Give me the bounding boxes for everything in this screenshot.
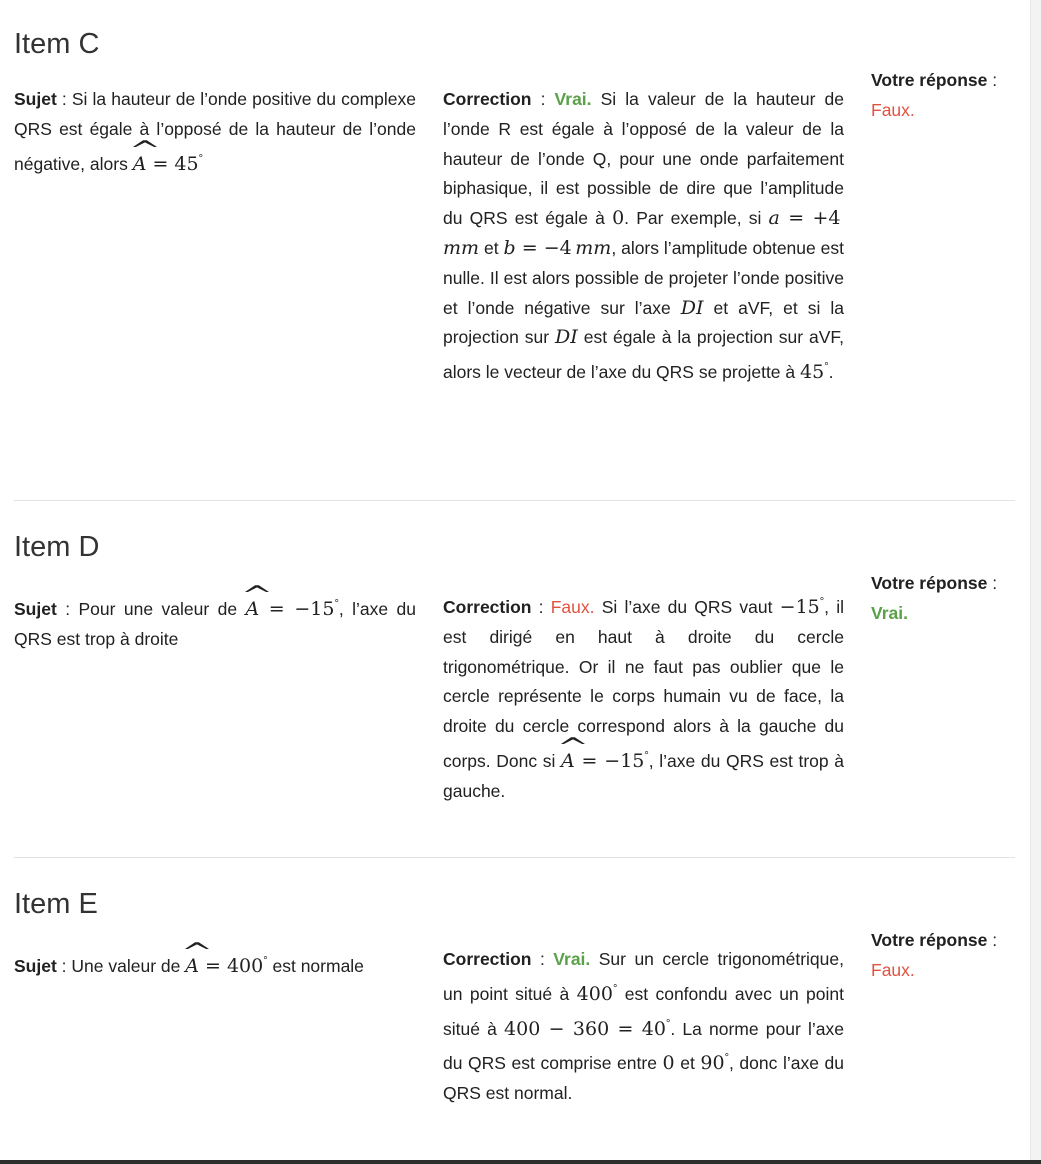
correction-label: Correction	[443, 597, 532, 617]
sujet-text: Sujet : Pour une valeur de ^ A = −15°, l’axe du QRS est trop à droite	[14, 590, 416, 655]
sujet-label: Sujet	[14, 599, 57, 619]
reponse-label: Votre réponse	[871, 930, 988, 950]
correction-label: Correction	[443, 89, 532, 109]
sujet-text: Sujet : Si la hauteur de l’onde positive du complexe QRS est égale à l’opposé de la hauteur de l’onde négative, alors ^ A = 45°	[14, 85, 416, 179]
math-a-hat: ^ A	[133, 150, 147, 180]
answer-badge: Faux.	[871, 960, 915, 980]
divider	[14, 857, 1015, 858]
item-title: Item D	[14, 531, 100, 563]
correction-text: Correction : Faux. Si l’axe du QRS vaut −15°, il est dirigé en haut à droite du cercle trigonométrique. Or il ne faut pas oublier que le cercle représente le corps humain vu de face, la droite du cercle correspond alors à la gauche du corps. Donc si ^ A = −15°, l’axe du QRS est trop à gauche.	[443, 588, 844, 807]
reponse-label: Votre réponse	[871, 70, 988, 90]
correction-label: Correction	[443, 949, 532, 969]
item-title: Item E	[14, 888, 98, 920]
correction-text: Correction : Vrai. Si la valeur de la hauteur de l’onde R est égale à l’opposé de la valeur de la hauteur de l’onde Q, pour une onde parfaitement biphasique, il est possible de dire que l’amplitude du QRS est égale à 0. Par exemple, si a = +4 mm et b = −4 mm, alors l’amplitude obtenue est nulle. Il est alors possible de projeter l’onde positive et l’onde négative sur l’axe DI et aVF, et si la projection sur DI est égale à la projection sur aVF, alors le vecteur de l’axe du QRS se projette à 45°.	[443, 89, 845, 384]
verdict-badge: Vrai.	[553, 949, 591, 969]
answer-badge: Vrai.	[871, 603, 908, 623]
votre-reponse: Votre réponse : Faux.	[871, 70, 998, 120]
divider	[14, 500, 1015, 501]
sujet-label: Sujet	[14, 956, 57, 976]
votre-reponse: Votre réponse : Vrai.	[871, 573, 998, 623]
correction-text: Correction : Vrai. Sur un cercle trigonométrique, un point situé à 400° est confondu avec un point situé à 400 − 360 = 40°. La norme pour l’axe du QRS est comprise entre 0 et 90°, donc l’axe du QRS est normal.	[443, 949, 845, 1104]
reponse-label: Votre réponse	[871, 573, 988, 593]
sujet-text: Sujet : Une valeur de ^ A = 400° est normale	[14, 947, 416, 982]
item-title: Item C	[14, 28, 100, 60]
bottom-edge-bar	[0, 1160, 1041, 1164]
verdict-badge: Faux.	[550, 597, 595, 617]
vertical-scrollbar[interactable]	[1030, 0, 1041, 1160]
votre-reponse: Votre réponse : Faux.	[871, 930, 998, 980]
sujet-label: Sujet	[14, 89, 57, 109]
answer-badge: Faux.	[871, 100, 915, 120]
verdict-badge: Vrai.	[554, 89, 592, 109]
